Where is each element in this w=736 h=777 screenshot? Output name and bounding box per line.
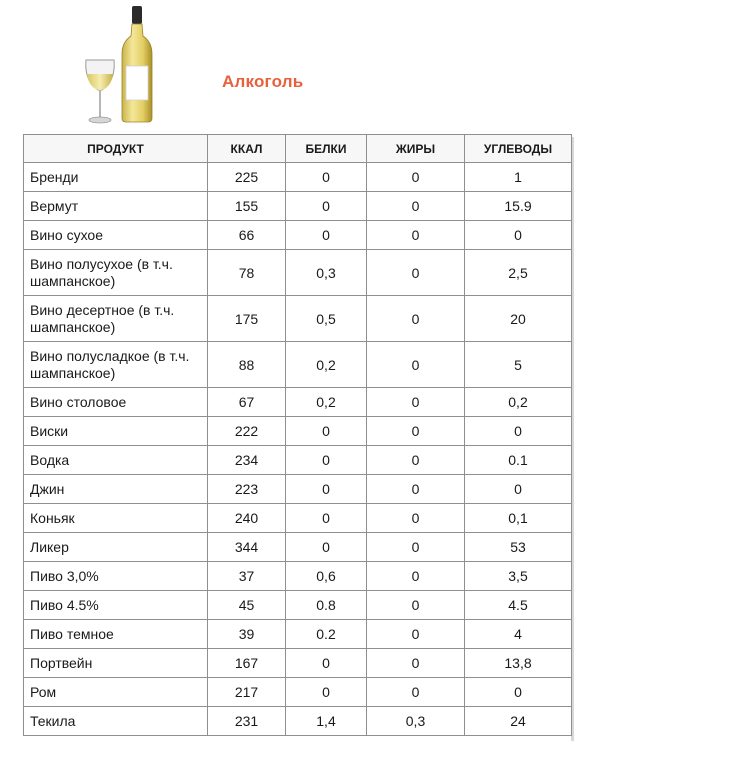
- table-row: [24, 649, 572, 678]
- column-header-carbs: УГЛЕВОДЫ: [465, 135, 572, 163]
- table-row: [24, 417, 572, 446]
- table-row: [24, 678, 572, 707]
- protein-cell: 0: [286, 475, 367, 504]
- table-row: [24, 250, 572, 296]
- product-cell: Вино полусухое (в т.ч. шампанское): [24, 250, 208, 296]
- carbs-cell: 20: [465, 296, 572, 342]
- kcal-cell: 225: [208, 163, 286, 192]
- table-row: [24, 475, 572, 504]
- column-header-fat: ЖИРЫ: [367, 135, 465, 163]
- carbs-cell: 0.1: [465, 446, 572, 475]
- table-row: [24, 388, 572, 417]
- fat-cell: 0: [367, 533, 465, 562]
- product-cell: Пиво 4.5%: [24, 591, 208, 620]
- column-header-protein: БЕЛКИ: [286, 135, 367, 163]
- kcal-cell: 240: [208, 504, 286, 533]
- protein-cell: 0: [286, 163, 367, 192]
- page-title: Алкоголь: [222, 72, 304, 91]
- protein-cell: 0: [286, 649, 367, 678]
- protein-cell: 0: [286, 504, 367, 533]
- kcal-cell: 155: [208, 192, 286, 221]
- product-cell: Пиво 3,0%: [24, 562, 208, 591]
- fat-cell: 0: [367, 296, 465, 342]
- kcal-cell: 344: [208, 533, 286, 562]
- fat-cell: 0,3: [367, 707, 465, 736]
- protein-cell: 0,2: [286, 388, 367, 417]
- carbs-cell: 5: [465, 342, 572, 388]
- table-body: [24, 163, 572, 736]
- column-header-kcal: ККАЛ: [208, 135, 286, 163]
- fat-cell: 0: [367, 446, 465, 475]
- kcal-cell: 37: [208, 562, 286, 591]
- product-cell: Вино десертное (в т.ч. шампанское): [24, 296, 208, 342]
- column-header-product: ПРОДУКТ: [24, 135, 208, 163]
- kcal-cell: 45: [208, 591, 286, 620]
- page-header: [0, 0, 736, 130]
- fat-cell: 0: [367, 678, 465, 707]
- fat-cell: 0: [367, 649, 465, 678]
- fat-cell: 0: [367, 417, 465, 446]
- carbs-cell: 13,8: [465, 649, 572, 678]
- protein-cell: 0.8: [286, 591, 367, 620]
- product-cell: Ром: [24, 678, 208, 707]
- table-row: [24, 163, 572, 192]
- carbs-cell: 0,2: [465, 388, 572, 417]
- carbs-cell: 4: [465, 620, 572, 649]
- table-row: [24, 533, 572, 562]
- fat-cell: 0: [367, 620, 465, 649]
- table-row: [24, 591, 572, 620]
- kcal-cell: 66: [208, 221, 286, 250]
- kcal-cell: 223: [208, 475, 286, 504]
- kcal-cell: 39: [208, 620, 286, 649]
- table-row: [24, 296, 572, 342]
- fat-cell: 0: [367, 250, 465, 296]
- protein-cell: 0: [286, 533, 367, 562]
- table-header-row: [24, 135, 572, 163]
- fat-cell: 0: [367, 388, 465, 417]
- wine-glass-and-bottle-icon: [80, 2, 160, 126]
- product-cell: Джин: [24, 475, 208, 504]
- fat-cell: 0: [367, 591, 465, 620]
- fat-cell: 0: [367, 221, 465, 250]
- kcal-cell: 217: [208, 678, 286, 707]
- kcal-cell: 231: [208, 707, 286, 736]
- product-cell: Коньяк: [24, 504, 208, 533]
- table-row: [24, 562, 572, 591]
- kcal-cell: 234: [208, 446, 286, 475]
- kcal-cell: 67: [208, 388, 286, 417]
- kcal-cell: 222: [208, 417, 286, 446]
- protein-cell: 0: [286, 678, 367, 707]
- product-cell: Бренди: [24, 163, 208, 192]
- carbs-cell: 0,1: [465, 504, 572, 533]
- product-cell: Вино столовое: [24, 388, 208, 417]
- fat-cell: 0: [367, 163, 465, 192]
- table-row: [24, 192, 572, 221]
- fat-cell: 0: [367, 504, 465, 533]
- product-cell: Виски: [24, 417, 208, 446]
- product-cell: Вермут: [24, 192, 208, 221]
- carbs-cell: 53: [465, 533, 572, 562]
- carbs-cell: 15.9: [465, 192, 572, 221]
- protein-cell: 0,3: [286, 250, 367, 296]
- protein-cell: 1,4: [286, 707, 367, 736]
- product-cell: Вино сухое: [24, 221, 208, 250]
- kcal-cell: 167: [208, 649, 286, 678]
- fat-cell: 0: [367, 192, 465, 221]
- product-cell: Ликер: [24, 533, 208, 562]
- carbs-cell: 2,5: [465, 250, 572, 296]
- kcal-cell: 88: [208, 342, 286, 388]
- carbs-cell: 3,5: [465, 562, 572, 591]
- product-cell: Водка: [24, 446, 208, 475]
- kcal-cell: 78: [208, 250, 286, 296]
- protein-cell: 0.2: [286, 620, 367, 649]
- fat-cell: 0: [367, 562, 465, 591]
- table-row: [24, 707, 572, 736]
- table-row: [24, 504, 572, 533]
- carbs-cell: 0: [465, 221, 572, 250]
- carbs-cell: 0: [465, 678, 572, 707]
- table-row: [24, 620, 572, 649]
- product-cell: Портвейн: [24, 649, 208, 678]
- protein-cell: 0: [286, 192, 367, 221]
- product-cell: Текила: [24, 707, 208, 736]
- protein-cell: 0: [286, 221, 367, 250]
- nutrition-table: [23, 134, 572, 736]
- protein-cell: 0: [286, 446, 367, 475]
- table-row: [24, 221, 572, 250]
- carbs-cell: 1: [465, 163, 572, 192]
- product-cell: Пиво темное: [24, 620, 208, 649]
- fat-cell: 0: [367, 342, 465, 388]
- product-cell: Вино полусладкое (в т.ч. шампанское): [24, 342, 208, 388]
- protein-cell: 0,6: [286, 562, 367, 591]
- carbs-cell: 24: [465, 707, 572, 736]
- carbs-cell: 4.5: [465, 591, 572, 620]
- carbs-cell: 0: [465, 475, 572, 504]
- protein-cell: 0,2: [286, 342, 367, 388]
- protein-cell: 0,5: [286, 296, 367, 342]
- kcal-cell: 175: [208, 296, 286, 342]
- table-row: [24, 342, 572, 388]
- protein-cell: 0: [286, 417, 367, 446]
- fat-cell: 0: [367, 475, 465, 504]
- table-row: [24, 446, 572, 475]
- carbs-cell: 0: [465, 417, 572, 446]
